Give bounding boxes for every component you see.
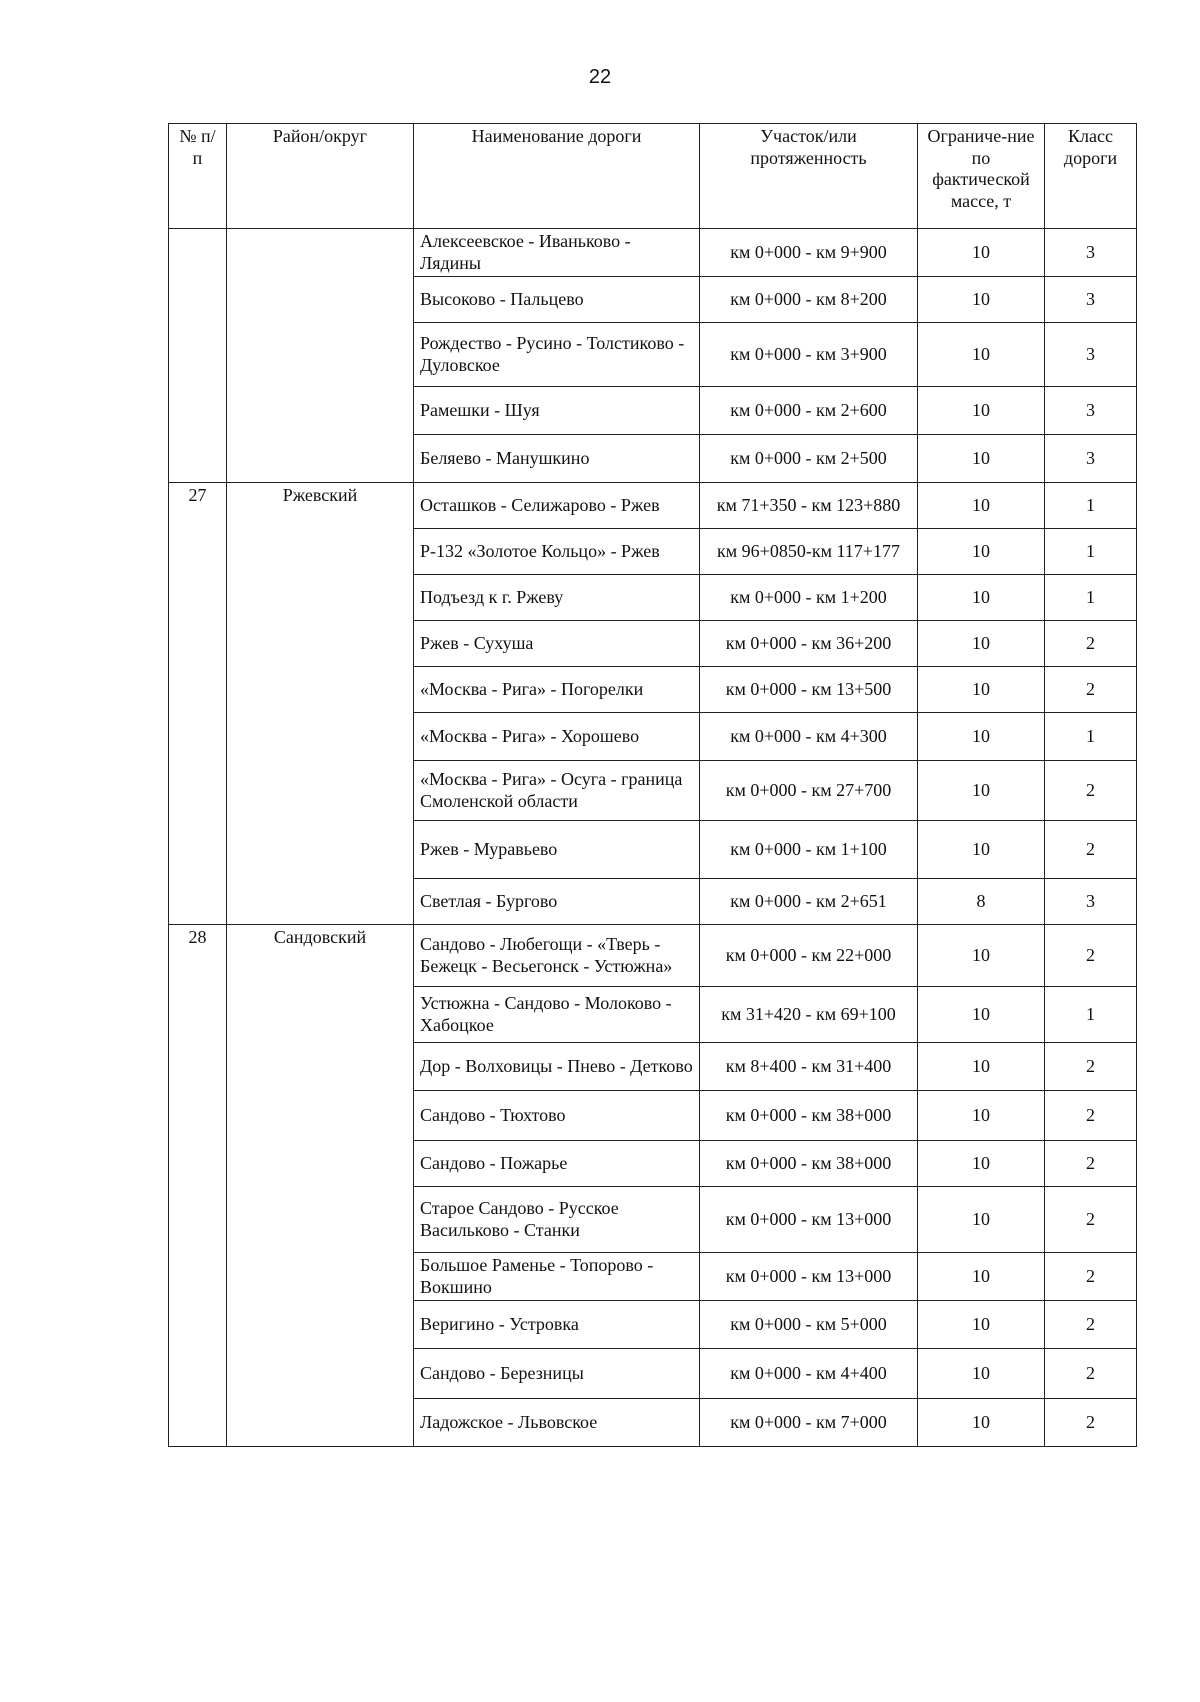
cell-group-number: 28 xyxy=(169,925,227,1447)
header-class: Класс дороги xyxy=(1045,124,1137,229)
cell-segment: км 0+000 - км 8+200 xyxy=(700,277,918,323)
cell-segment: км 0+000 - км 2+600 xyxy=(700,387,918,435)
cell-segment: км 0+000 - км 2+651 xyxy=(700,879,918,925)
cell-road-name: Сандово - Тюхтово xyxy=(414,1091,700,1141)
cell-road-name: Сандово - Пожарье xyxy=(414,1141,700,1187)
header-road: Наименование дороги xyxy=(414,124,700,229)
cell-road-class: 2 xyxy=(1045,621,1137,667)
cell-segment: км 0+000 - км 27+700 xyxy=(700,761,918,821)
cell-road-class: 2 xyxy=(1045,1301,1137,1349)
cell-segment: км 0+000 - км 22+000 xyxy=(700,925,918,987)
cell-segment: км 0+000 - км 38+000 xyxy=(700,1091,918,1141)
cell-mass-limit: 10 xyxy=(918,1187,1045,1253)
cell-district: Ржевский xyxy=(227,483,414,925)
cell-mass-limit: 10 xyxy=(918,435,1045,483)
cell-mass-limit: 10 xyxy=(918,1399,1045,1447)
cell-mass-limit: 10 xyxy=(918,529,1045,575)
cell-segment: км 0+000 - км 13+000 xyxy=(700,1187,918,1253)
cell-road-class: 1 xyxy=(1045,987,1137,1043)
cell-segment: км 0+000 - км 5+000 xyxy=(700,1301,918,1349)
cell-segment: км 31+420 - км 69+100 xyxy=(700,987,918,1043)
cell-mass-limit: 10 xyxy=(918,387,1045,435)
cell-group-number xyxy=(169,229,227,483)
cell-road-class: 2 xyxy=(1045,925,1137,987)
cell-road-class: 3 xyxy=(1045,323,1137,387)
cell-road-name: Алексеевское - Иваньково - Лядины xyxy=(414,229,700,277)
cell-road-name: Р-132 «Золотое Кольцо» - Ржев xyxy=(414,529,700,575)
cell-group-number: 27 xyxy=(169,483,227,925)
cell-road-class: 2 xyxy=(1045,1043,1137,1091)
cell-road-name: Рамешки - Шуя xyxy=(414,387,700,435)
cell-mass-limit: 10 xyxy=(918,1091,1045,1141)
cell-road-name: Подъезд к г. Ржеву xyxy=(414,575,700,621)
cell-road-class: 2 xyxy=(1045,667,1137,713)
cell-mass-limit: 10 xyxy=(918,821,1045,879)
cell-road-class: 2 xyxy=(1045,761,1137,821)
cell-road-class: 3 xyxy=(1045,879,1137,925)
cell-road-class: 1 xyxy=(1045,713,1137,761)
cell-mass-limit: 8 xyxy=(918,879,1045,925)
cell-road-class: 2 xyxy=(1045,1141,1137,1187)
cell-segment: км 71+350 - км 123+880 xyxy=(700,483,918,529)
cell-road-name: Сандово - Любегощи - «Тверь - Бежецк - Весьегонск - Устюжна» xyxy=(414,925,700,987)
cell-road-class: 1 xyxy=(1045,483,1137,529)
header-limit: Ограниче-ние по фактической массе, т xyxy=(918,124,1045,229)
table-header-row xyxy=(169,124,1137,229)
cell-road-name: Устюжна - Сандово - Молоково - Хабоцкое xyxy=(414,987,700,1043)
cell-segment: км 96+0850-км 117+177 xyxy=(700,529,918,575)
cell-road-name: «Москва - Рига» - Погорелки xyxy=(414,667,700,713)
cell-road-name: Беляево - Манушкино xyxy=(414,435,700,483)
cell-road-class: 1 xyxy=(1045,575,1137,621)
table-body xyxy=(169,229,1137,1447)
cell-mass-limit: 10 xyxy=(918,667,1045,713)
cell-mass-limit: 10 xyxy=(918,1043,1045,1091)
cell-road-name: «Москва - Рига» - Осуга - граница Смоленской области xyxy=(414,761,700,821)
cell-road-name: Веригино - Устровка xyxy=(414,1301,700,1349)
cell-road-class: 2 xyxy=(1045,1091,1137,1141)
cell-segment: км 0+000 - км 4+400 xyxy=(700,1349,918,1399)
header-num: № п/п xyxy=(169,124,227,229)
cell-road-class: 2 xyxy=(1045,1253,1137,1301)
cell-road-name: Старое Сандово - Русское Васильково - Станки xyxy=(414,1187,700,1253)
cell-segment: км 0+000 - км 4+300 xyxy=(700,713,918,761)
cell-segment: км 0+000 - км 36+200 xyxy=(700,621,918,667)
cell-road-class: 3 xyxy=(1045,435,1137,483)
table-row xyxy=(169,925,1137,987)
cell-mass-limit: 10 xyxy=(918,925,1045,987)
cell-segment: км 0+000 - км 1+200 xyxy=(700,575,918,621)
header-district: Район/округ xyxy=(227,124,414,229)
cell-road-class: 3 xyxy=(1045,229,1137,277)
cell-segment: км 0+000 - км 38+000 xyxy=(700,1141,918,1187)
cell-road-name: Ржев - Муравьево xyxy=(414,821,700,879)
cell-road-name: Большое Раменье - Топорово - Вокшино xyxy=(414,1253,700,1301)
table-row xyxy=(169,483,1137,529)
cell-segment: км 0+000 - км 9+900 xyxy=(700,229,918,277)
cell-road-class: 3 xyxy=(1045,387,1137,435)
cell-road-name: Светлая - Бургово xyxy=(414,879,700,925)
cell-road-name: Ржев - Сухуша xyxy=(414,621,700,667)
cell-road-class: 2 xyxy=(1045,1399,1137,1447)
cell-mass-limit: 10 xyxy=(918,713,1045,761)
cell-road-name: Рождество - Русино - Толстиково - Дуловское xyxy=(414,323,700,387)
roads-table xyxy=(168,123,1137,1447)
cell-road-name: «Москва - Рига» - Хорошево xyxy=(414,713,700,761)
cell-district: Сандовский xyxy=(227,925,414,1447)
cell-mass-limit: 10 xyxy=(918,987,1045,1043)
cell-segment: км 0+000 - км 7+000 xyxy=(700,1399,918,1447)
cell-road-name: Ладожское - Львовское xyxy=(414,1399,700,1447)
cell-mass-limit: 10 xyxy=(918,229,1045,277)
cell-segment: км 0+000 - км 2+500 xyxy=(700,435,918,483)
cell-road-class: 2 xyxy=(1045,1349,1137,1399)
cell-mass-limit: 10 xyxy=(918,483,1045,529)
cell-mass-limit: 10 xyxy=(918,323,1045,387)
cell-road-class: 3 xyxy=(1045,277,1137,323)
cell-segment: км 0+000 - км 3+900 xyxy=(700,323,918,387)
cell-segment: км 0+000 - км 13+000 xyxy=(700,1253,918,1301)
table-row xyxy=(169,229,1137,277)
cell-mass-limit: 10 xyxy=(918,575,1045,621)
cell-road-class: 1 xyxy=(1045,529,1137,575)
cell-road-name: Высоково - Пальцево xyxy=(414,277,700,323)
cell-mass-limit: 10 xyxy=(918,1253,1045,1301)
cell-mass-limit: 10 xyxy=(918,1301,1045,1349)
cell-road-name: Дор - Волховицы - Пнево - Детково xyxy=(414,1043,700,1091)
cell-mass-limit: 10 xyxy=(918,621,1045,667)
cell-road-class: 2 xyxy=(1045,821,1137,879)
cell-mass-limit: 10 xyxy=(918,277,1045,323)
cell-segment: км 0+000 - км 1+100 xyxy=(700,821,918,879)
cell-road-name: Сандово - Березницы xyxy=(414,1349,700,1399)
cell-mass-limit: 10 xyxy=(918,1349,1045,1399)
header-segment: Участок/или протяженность xyxy=(700,124,918,229)
cell-district xyxy=(227,229,414,483)
cell-segment: км 0+000 - км 13+500 xyxy=(700,667,918,713)
cell-mass-limit: 10 xyxy=(918,761,1045,821)
cell-road-name: Осташков - Селижарово - Ржев xyxy=(414,483,700,529)
page-number: 22 xyxy=(588,66,612,88)
cell-mass-limit: 10 xyxy=(918,1141,1045,1187)
cell-road-class: 2 xyxy=(1045,1187,1137,1253)
cell-segment: км 8+400 - км 31+400 xyxy=(700,1043,918,1091)
